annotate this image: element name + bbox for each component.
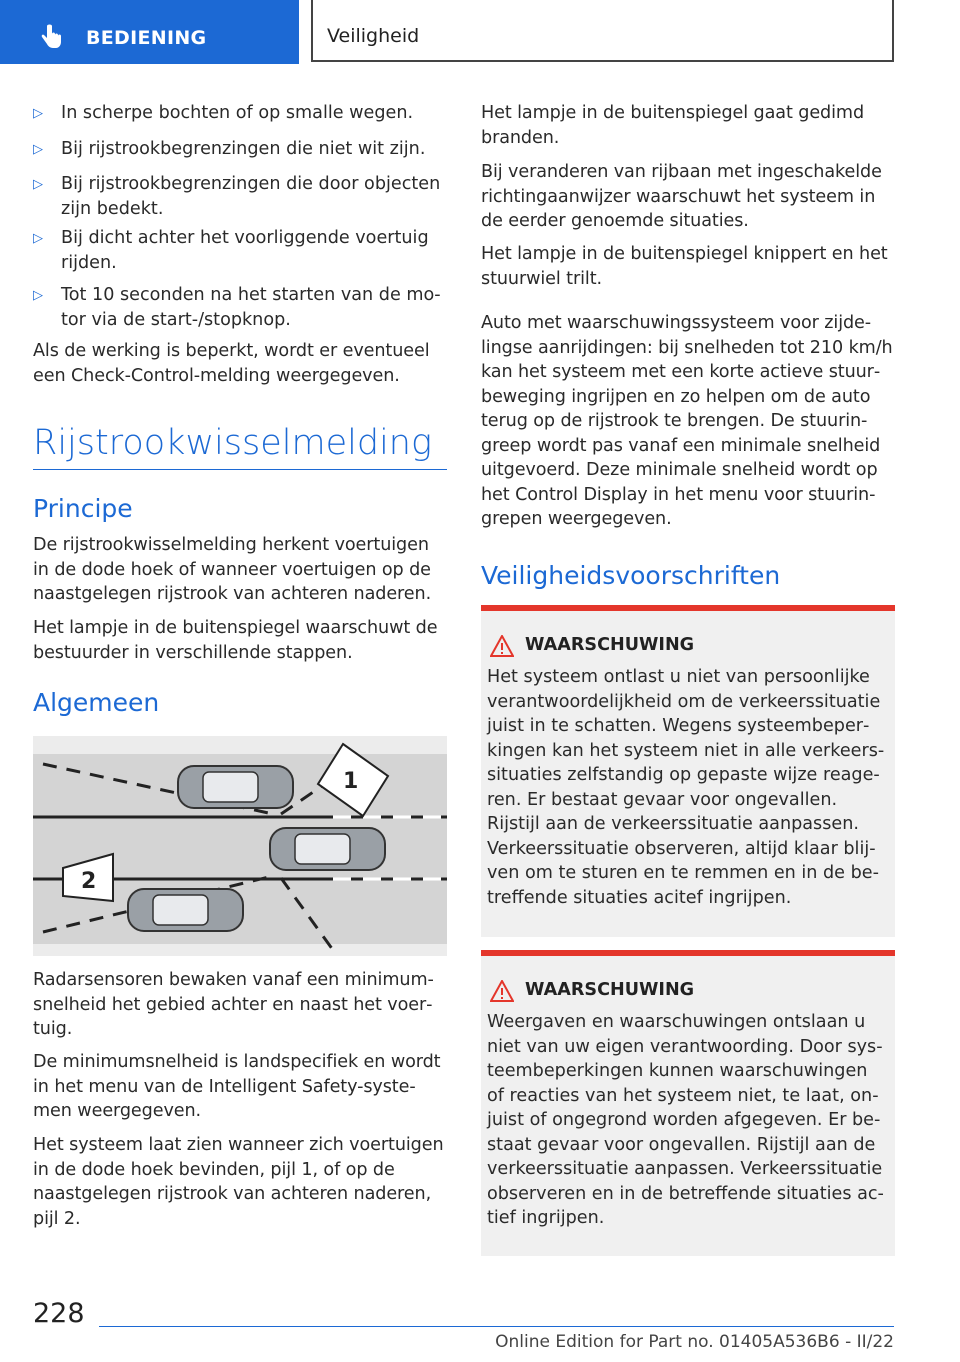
bullet-icon: ▷: [33, 231, 43, 246]
road-diagram: [33, 736, 447, 956]
paragraph: Het lampje in de buitenspiegel knippert en het stuurwiel trilt.: [481, 244, 888, 289]
list-item: Bij dicht achter het voorliggende voertuig rijden.: [61, 228, 429, 273]
warning-bar: [481, 605, 895, 611]
paragraph: Bij veranderen van rijbaan met ingeschakelde richtingaanwijzer waarschuwt het systeem in de eerder genoemde situaties.: [481, 162, 882, 231]
section-title: Veiligheid: [327, 25, 420, 47]
car-icon: [178, 766, 293, 808]
paragraph: Auto met waarschuwingssysteem voor zijdelingse aanrijdingen: bij snelheden tot 210 km/h kan het systeem met een korte actieve stuurbeweging ingrijpen en zo helpen om de auto terug op de rijstrook te brengen. De stuuringreep wordt pas vanaf een minimale snelheid uitgevoerd. Deze minimale snelheid wordt op het Control Display in het menu voor stuuringrepen weergegeven.: [481, 313, 893, 529]
bullet-icon: ▷: [33, 142, 43, 157]
warning-triangle-icon: [490, 980, 514, 1002]
arrow-2-label: 2: [81, 869, 97, 894]
warning-title: WAARSCHUWING: [525, 980, 695, 1000]
heading-main: Rijstrookwisselmelding: [33, 423, 432, 463]
section-header: [311, 0, 894, 62]
bullet-icon: ▷: [33, 177, 43, 192]
paragraph: Het lampje in de buitenspiegel gaat gedimd branden.: [481, 103, 865, 148]
warning-box: [481, 950, 895, 1256]
bullet-icon: ▷: [33, 288, 43, 303]
list-item: Bij rijstrookbegrenzingen die door objecten zijn bedekt.: [61, 174, 441, 219]
warning-text: Weergaven en waarschuwingen ontslaan u niet van uw eigen verantwoording. Door systeembeperkingen kunnen waarschuwingen of reacties van het systeem niet, te laat, onjuist of ongegrond worden afgegeven. Er bestaat gevaar voor ongevallen. Rijstijl aan de verkeerssituatie aanpassen. Verkeerssituatie observeren en in de betreffende situaties actief ingrijpen.: [487, 1012, 884, 1228]
chapter-tab[interactable]: [0, 0, 299, 64]
heading-safety: Veiligheidsvoorschriften: [481, 561, 781, 590]
warning-bar: [481, 950, 895, 956]
heading-rule: [33, 469, 447, 470]
chapter-title: BEDIENING: [86, 27, 207, 49]
paragraph: Het lampje in de buitenspiegel waarschuwt de bestuurder in verschillende stappen.: [33, 618, 438, 663]
list-item: Bij rijstrookbegrenzingen die niet wit zijn.: [61, 139, 426, 159]
list-item: Tot 10 seconden na het starten van de motor via de start-/stopknop.: [61, 285, 441, 330]
car-icon: [270, 828, 385, 870]
paragraph: Het systeem laat zien wanneer zich voertuigen in de dode hoek bevinden, pijl 1, of op de naastgelegen rijstrook van achteren naderen, pijl 2.: [33, 1135, 444, 1229]
heading-principe: Principe: [33, 494, 133, 523]
footer-rule: [99, 1326, 894, 1327]
bullet-icon: ▷: [33, 106, 43, 121]
edition-label: Online Edition for Part no. 01405A536B6 - II/22: [495, 1332, 894, 1352]
heading-algemeen: Algemeen: [33, 688, 160, 717]
paragraph: De rijstrookwisselmelding herkent voertuigen in de dode hoek of wanneer voertuigen op de naastgelegen rijstrook van achteren naderen.: [33, 535, 432, 604]
warning-text: Het systeem ontlast u niet van persoonlijke verantwoordelijkheid om de verkeerssituatie juist in te schatten. Wegens systeembeperkingen kan het systeem niet in alle verkeerssituaties zelfstandig op gepaste wijze reageren. Er bestaat gevaar voor ongevallen. Rijstijl aan de verkeerssituatie aanpassen. Verkeerssituatie observeren, altijd klaar blijven om te sturen en te remmen en in de betreffende situaties acitef ingrijpen.: [487, 667, 885, 908]
warning-box: [481, 605, 895, 937]
page-number: 228: [33, 1298, 85, 1329]
paragraph: Als de werking is beperkt, wordt er eventueel een Check-Control-melding weergegeven.: [33, 341, 430, 386]
car-icon: [128, 889, 243, 931]
warning-title: WAARSCHUWING: [525, 635, 695, 655]
list-item: In scherpe bochten of op smalle wegen.: [61, 103, 414, 123]
paragraph: De minimumsnelheid is landspecifiek en wordt in het menu van de Intelligent Safety-systemen weergegeven.: [33, 1052, 441, 1121]
arrow-1-label: 1: [343, 769, 359, 794]
paragraph: Radarsensoren bewaken vanaf een minimumsnelheid het gebied achter en naast het voertuig.: [33, 970, 434, 1039]
blind-spot-illustration: [33, 736, 447, 956]
warning-triangle-icon: [490, 635, 514, 657]
hand-pointer-icon: [38, 24, 64, 50]
